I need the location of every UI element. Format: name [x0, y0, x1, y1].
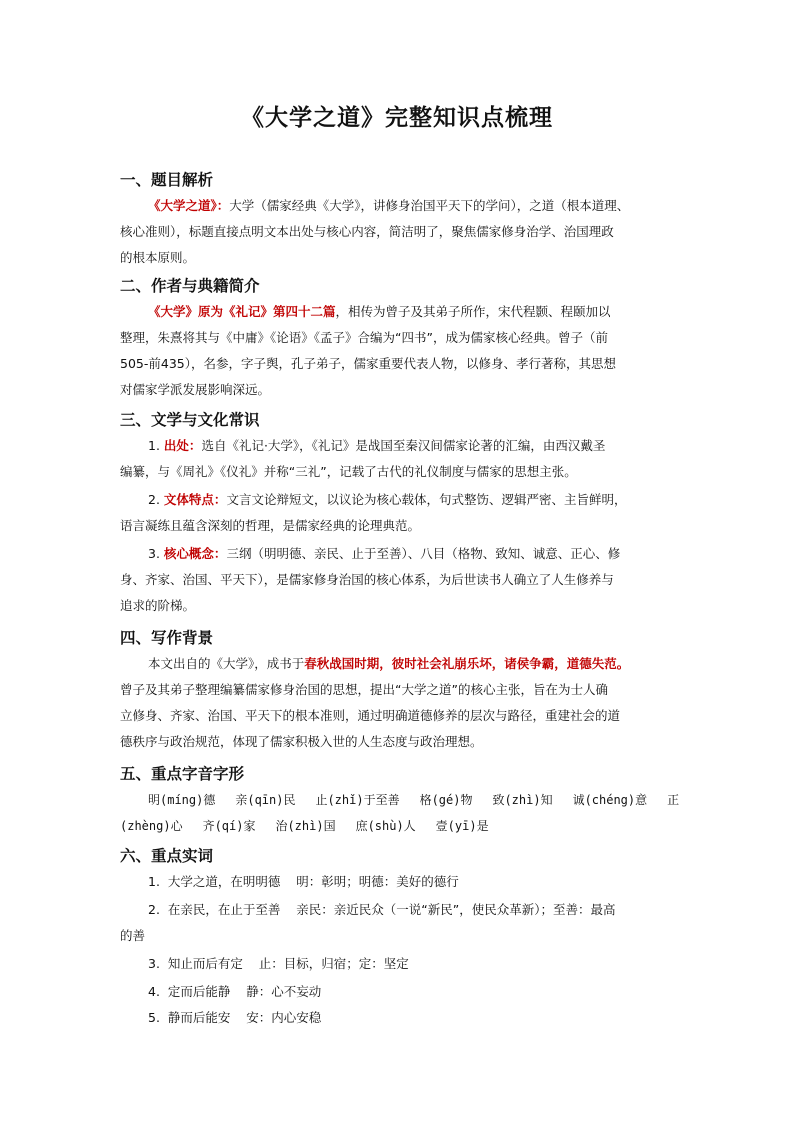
pronunciation-entry: 亲(qīn)民 [235, 793, 296, 807]
paragraph-line: 《大学》原为《礼记》第四十二篇，相传为曾子及其弟子所作，宋代程颢、程颐加以 [148, 304, 611, 319]
key-term: 核心概念： [163, 546, 227, 561]
pronunciation-entry: 齐(qí)家 [202, 819, 256, 833]
section-heading-5: 五、重点字音字形 [120, 765, 245, 783]
section-heading-2: 二、作者与典籍简介 [120, 277, 260, 295]
pronunciation-line [120, 816, 489, 836]
list-item: 2. 文体特点：文言文论辩短文，以议论为核心载体，句式整饬、逻辑严密、主旨鲜明， [148, 492, 627, 507]
vocab-item-continued: 的善 [120, 928, 146, 943]
paragraph-line: 的根本原则。 [120, 250, 196, 265]
pronunciation-entry: 治(zhì)国 [275, 819, 336, 833]
pronunciation-line [148, 790, 679, 810]
vocab-item: 5. 静而后能安 安：内心安稳 [148, 1010, 322, 1025]
paragraph-line: 编纂，与《周礼》《仪礼》并称“三礼”，记载了古代的礼仪制度与儒家的思想主张。 [120, 464, 577, 479]
list-item: 1. 出处：选自《礼记·大学》，《礼记》是战国至秦汉间儒家论著的汇编，由西汉戴圣 [148, 438, 606, 453]
pronunciation-entry: 明(míng)德 [148, 793, 216, 807]
paragraph-line: 《大学之道》：大学（儒家经典《大学》，讲修身治国平天下的学问），之道（根本道理、 [148, 198, 630, 213]
paragraph-line: 德秩序与政治规范，体现了儒家积极入世的人生态度与政治理想。 [120, 734, 483, 749]
vocab-item: 2. 在亲民，在止于至善 亲民：亲近民众（一说“新民”，使民众革新）；至善：最高 [148, 902, 616, 917]
paragraph-line: 核心准则），标题直接点明文本出处与核心内容，简洁明了，聚焦儒家修身治学、治国理政 [120, 224, 614, 239]
pronunciation-entry: 正 [667, 793, 680, 807]
section-heading-1: 一、题目解析 [120, 171, 214, 189]
pronunciation-entry: 庶(shù)人 [355, 819, 416, 833]
section-heading-6: 六、重点实词 [120, 847, 214, 865]
paragraph-line: 本文出自的《大学》，成书于春秋战国时期，彼时社会礼崩乐坏，诸侯争霸，道德失范。 [148, 656, 630, 671]
vocab-item: 4. 定而后能静 静：心不妄动 [148, 984, 322, 999]
paragraph-line: 追求的阶梯。 [120, 598, 196, 613]
paragraph-line: 立修身、齐家、治国、平天下的根本准则，通过明确道德修养的层次与路径，重建社会的道 [120, 708, 621, 723]
paragraph-line: 曾子及其弟子整理编纂儒家修身治国的思想，提出“大学之道”的核心主张，旨在为士人确 [120, 682, 608, 697]
document-title: 《大学之道》完整知识点梳理 [241, 105, 553, 131]
key-term: 文体特点： [163, 492, 227, 507]
pronunciation-entry: 诚(chéng)意 [572, 793, 648, 807]
vocab-item: 3. 知止而后有定 止：目标，归宿；定：坚定 [148, 956, 409, 971]
paragraph-line: 对儒家学派发展影响深远。 [120, 382, 271, 397]
vocab-item: 1. 大学之道，在明明德 明：彰明；明德：美好的德行 [148, 874, 459, 889]
key-term: 出处： [163, 438, 202, 453]
key-term: 《大学》原为《礼记》第四十二篇 [148, 304, 336, 319]
paragraph-line: 整理，朱熹将其与《中庸》《论语》《孟子》合编为“四书”，成为儒家核心经典。曾子（前 [120, 330, 608, 345]
section-heading-4: 四、写作背景 [120, 629, 214, 647]
highlighted-text: 春秋战国时期，彼时社会礼崩乐坏，诸侯争霸，道德失范。 [304, 656, 630, 671]
paragraph-line: 语言凝练且蕴含深刻的哲理，是儒家经典的论理典范。 [120, 518, 421, 533]
pronunciation-entry: 致(zhì)知 [492, 793, 553, 807]
pronunciation-entry: (zhèng)心 [120, 819, 183, 833]
pronunciation-entry: 止(zhǐ)于至善 [315, 793, 400, 807]
pronunciation-entry: 格(gé)物 [419, 793, 473, 807]
paragraph-line: 505-前435），名参，字子舆，孔子弟子，儒家重要代表人物，以修身、孝行著称，其思想 [120, 356, 616, 371]
key-term: 《大学之道》： [148, 198, 230, 213]
paragraph-line: 身、齐家、治国、平天下），是儒家修身治国的核心体系，为后世读书人确立了人生修养与 [120, 572, 614, 587]
section-heading-3: 三、文学与文化常识 [120, 411, 260, 429]
pronunciation-entry: 壹(yī)是 [435, 819, 489, 833]
list-item: 3. 核心概念：三纲（明明德、亲民、止于至善）、八目（格物、致知、诚意、正心、修 [148, 546, 621, 561]
